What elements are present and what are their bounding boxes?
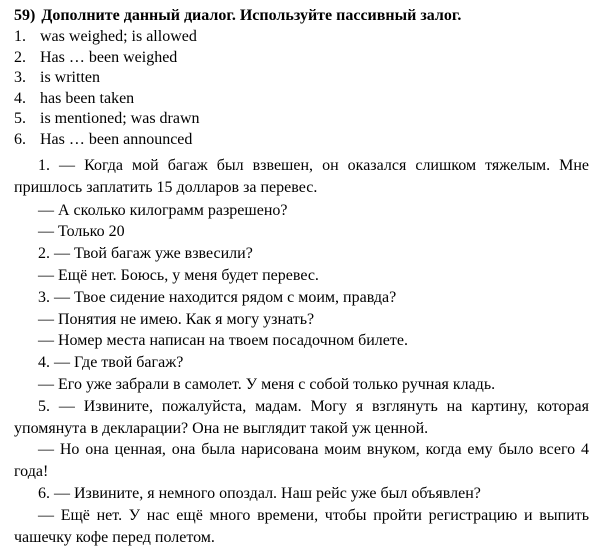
answer-text: is mentioned; was drawn [40,110,200,128]
dialogue-line: 5. — Извините, пожалуйста, мадам. Могу я взглянуть на картину, которая упомянута в декларации? Она не выглядит такой уж ценной. [14,397,589,437]
dialogue-line: — Только 20 [38,223,125,241]
exercise-title: Дополните данный диалог. Используйте пассивный залог. [41,7,462,24]
dialogue-line: 1. — Когда мой багаж был взвешен, он оказался слишком тяжелым. Мне пришлось заплатить 15 долларов за перевес. [14,157,589,196]
answer-text: Has … been weighed [40,48,178,66]
dialogue-line: — Понятия не имею. Как я могу узнать? [38,310,315,328]
answer-item [14,48,200,69]
answer-item [14,68,200,89]
exercise-number: 59) [14,7,36,24]
exercise-heading [14,6,461,26]
answer-item [14,27,200,48]
dialogue-line: — Ещё нет. У нас ещё много времени, чтобы пройти регистрацию и выпить чашечку кофе перед полетом. [14,506,589,546]
answer-text: has been taken [40,89,135,107]
answer-number: 5. [14,110,26,128]
answer-number: 1. [14,28,26,45]
dialogue-line: — Его уже забрали в самолет. У меня с собой только ручная кладь. [38,375,496,393]
answer-item [14,89,200,110]
answer-number: 2. [14,48,26,66]
dialogue-line: — Номер места написан на твоем посадочном билете. [38,332,408,350]
dialogue-line: — Но она ценная, она была нарисована моим внуком, когда ему было всего 4 года! [14,441,589,481]
answer-item [14,109,200,130]
dialogue-text [14,155,589,548]
answer-key-list [14,27,200,151]
answer-text: was weighed; is allowed [40,28,197,45]
answer-item [14,130,200,151]
answer-number: 3. [14,69,26,87]
answer-number: 4. [14,89,26,107]
dialogue-line: — А сколько килограмм разрешено? [38,201,288,219]
dialogue-line: 3. — Твое сидение находится рядом с моим, правда? [38,288,397,306]
dialogue-line: — Ещё нет. Боюсь, у меня будет перевес. [38,266,319,284]
dialogue-line: 4. — Где твой багаж? [38,354,184,372]
answer-text: is written [40,69,100,87]
answer-text: Has … been announced [40,130,193,148]
dialogue-line: 6. — Извините, я немного опоздал. Наш рейс уже был объявлен? [38,484,481,502]
dialogue-line: 2. — Твой багаж уже взвесили? [38,245,253,263]
answer-number: 6. [14,130,26,148]
